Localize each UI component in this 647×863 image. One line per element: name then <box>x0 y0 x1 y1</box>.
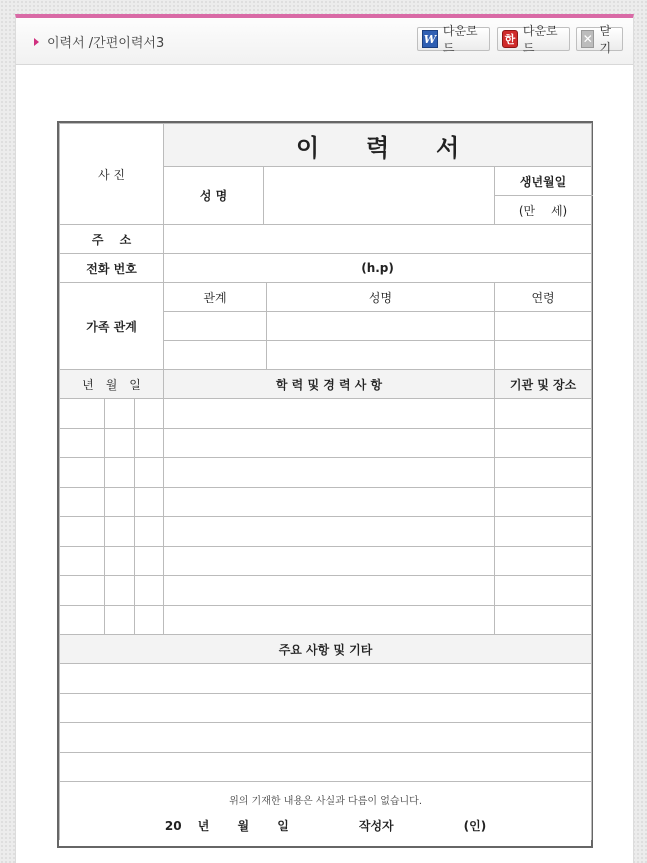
history-content[interactable] <box>164 605 495 635</box>
notes-header: 주요 사항 및 기타 <box>60 635 592 664</box>
history-day[interactable] <box>135 399 164 429</box>
breadcrumb-arrow-icon <box>34 38 39 46</box>
history-year[interactable] <box>60 546 105 576</box>
history-org[interactable] <box>495 605 592 635</box>
history-org[interactable] <box>495 428 592 458</box>
history-day[interactable] <box>135 458 164 488</box>
history-content[interactable] <box>164 458 495 488</box>
address-label: 주 소 <box>60 225 164 254</box>
history-day[interactable] <box>135 517 164 547</box>
breadcrumb-text: 이력서 /간편이력서3 <box>47 36 165 51</box>
family-cell[interactable] <box>164 312 267 341</box>
history-content[interactable] <box>164 487 495 517</box>
history-content[interactable] <box>164 399 495 429</box>
history-month[interactable] <box>105 517 135 547</box>
resume-table <box>59 123 592 840</box>
family-col-name: 성명 <box>267 283 495 312</box>
history-month[interactable] <box>105 458 135 488</box>
history-month[interactable] <box>105 399 135 429</box>
hwp-download-label: 다운로드 <box>522 24 558 55</box>
photo-cell <box>60 124 164 225</box>
close-label: 닫기 <box>599 24 612 55</box>
history-content[interactable] <box>164 517 495 547</box>
word-download-label: 다운로드 <box>442 24 478 55</box>
history-org[interactable] <box>495 487 592 517</box>
history-content[interactable] <box>164 428 495 458</box>
history-year[interactable] <box>60 399 105 429</box>
title-char-2: 력 <box>365 133 390 162</box>
date-header: 년 월 일 <box>60 370 164 399</box>
panel-header <box>16 18 633 65</box>
history-org[interactable] <box>495 517 592 547</box>
notes-line[interactable] <box>60 693 592 723</box>
close-button[interactable] <box>576 24 623 55</box>
address-field[interactable] <box>164 225 592 254</box>
family-label: 가족 관계 <box>60 283 164 370</box>
history-org[interactable] <box>495 399 592 429</box>
history-year[interactable] <box>60 605 105 635</box>
family-cell[interactable] <box>267 341 495 370</box>
declaration-text: 위의 기재한 내용은 사실과 다름이 없습니다. <box>229 795 423 807</box>
signature-line <box>60 817 591 834</box>
org-header: 기관 및 장소 <box>495 370 592 399</box>
history-year[interactable] <box>60 517 105 547</box>
family-cell[interactable] <box>495 312 592 341</box>
age-field[interactable]: (만 세) <box>495 196 592 225</box>
hwp-icon: 한 <box>502 30 518 48</box>
history-month[interactable] <box>105 487 135 517</box>
history-content[interactable] <box>164 546 495 576</box>
family-col-age: 연령 <box>495 283 592 312</box>
history-year[interactable] <box>60 576 105 606</box>
sign-seal: (인) <box>463 818 487 833</box>
notes-line[interactable] <box>60 664 592 694</box>
document-panel <box>15 14 634 863</box>
history-day[interactable] <box>135 546 164 576</box>
sign-writer: 작성자 <box>358 818 394 833</box>
birth-label: 생년월일 <box>495 167 592 196</box>
history-month[interactable] <box>105 428 135 458</box>
family-cell[interactable] <box>495 341 592 370</box>
family-col-relation: 관계 <box>164 283 267 312</box>
name-label: 성 명 <box>164 167 264 225</box>
phone-label: 전화 번호 <box>60 254 164 283</box>
history-day[interactable] <box>135 428 164 458</box>
history-year[interactable] <box>60 487 105 517</box>
sign-date: 20 년 월 일 <box>164 818 289 833</box>
family-cell[interactable] <box>164 341 267 370</box>
notes-line[interactable] <box>60 723 592 753</box>
photo-label: 사 진 <box>98 167 125 182</box>
title-char-3: 서 <box>435 133 460 162</box>
notes-line[interactable] <box>60 752 592 782</box>
phone-field[interactable]: (h.p) <box>164 254 592 283</box>
history-header: 학 력 및 경 력 사 항 <box>164 370 495 399</box>
close-icon: ✕ <box>582 32 593 46</box>
resume-title <box>164 124 592 167</box>
history-day[interactable] <box>135 576 164 606</box>
word-download-button[interactable] <box>417 24 490 55</box>
history-day[interactable] <box>135 605 164 635</box>
breadcrumb <box>34 32 164 51</box>
declaration-area <box>60 782 592 840</box>
word-icon: W <box>422 30 438 48</box>
history-content[interactable] <box>164 576 495 606</box>
history-org[interactable] <box>495 546 592 576</box>
family-cell[interactable] <box>267 312 495 341</box>
history-month[interactable] <box>105 576 135 606</box>
history-year[interactable] <box>60 428 105 458</box>
history-day[interactable] <box>135 487 164 517</box>
name-field[interactable] <box>264 167 495 225</box>
history-org[interactable] <box>495 458 592 488</box>
history-month[interactable] <box>105 546 135 576</box>
history-year[interactable] <box>60 458 105 488</box>
resume-form <box>57 121 593 848</box>
title-char-1: 이 <box>295 133 320 162</box>
history-org[interactable] <box>495 576 592 606</box>
hwp-download-button[interactable] <box>497 24 570 55</box>
history-month[interactable] <box>105 605 135 635</box>
